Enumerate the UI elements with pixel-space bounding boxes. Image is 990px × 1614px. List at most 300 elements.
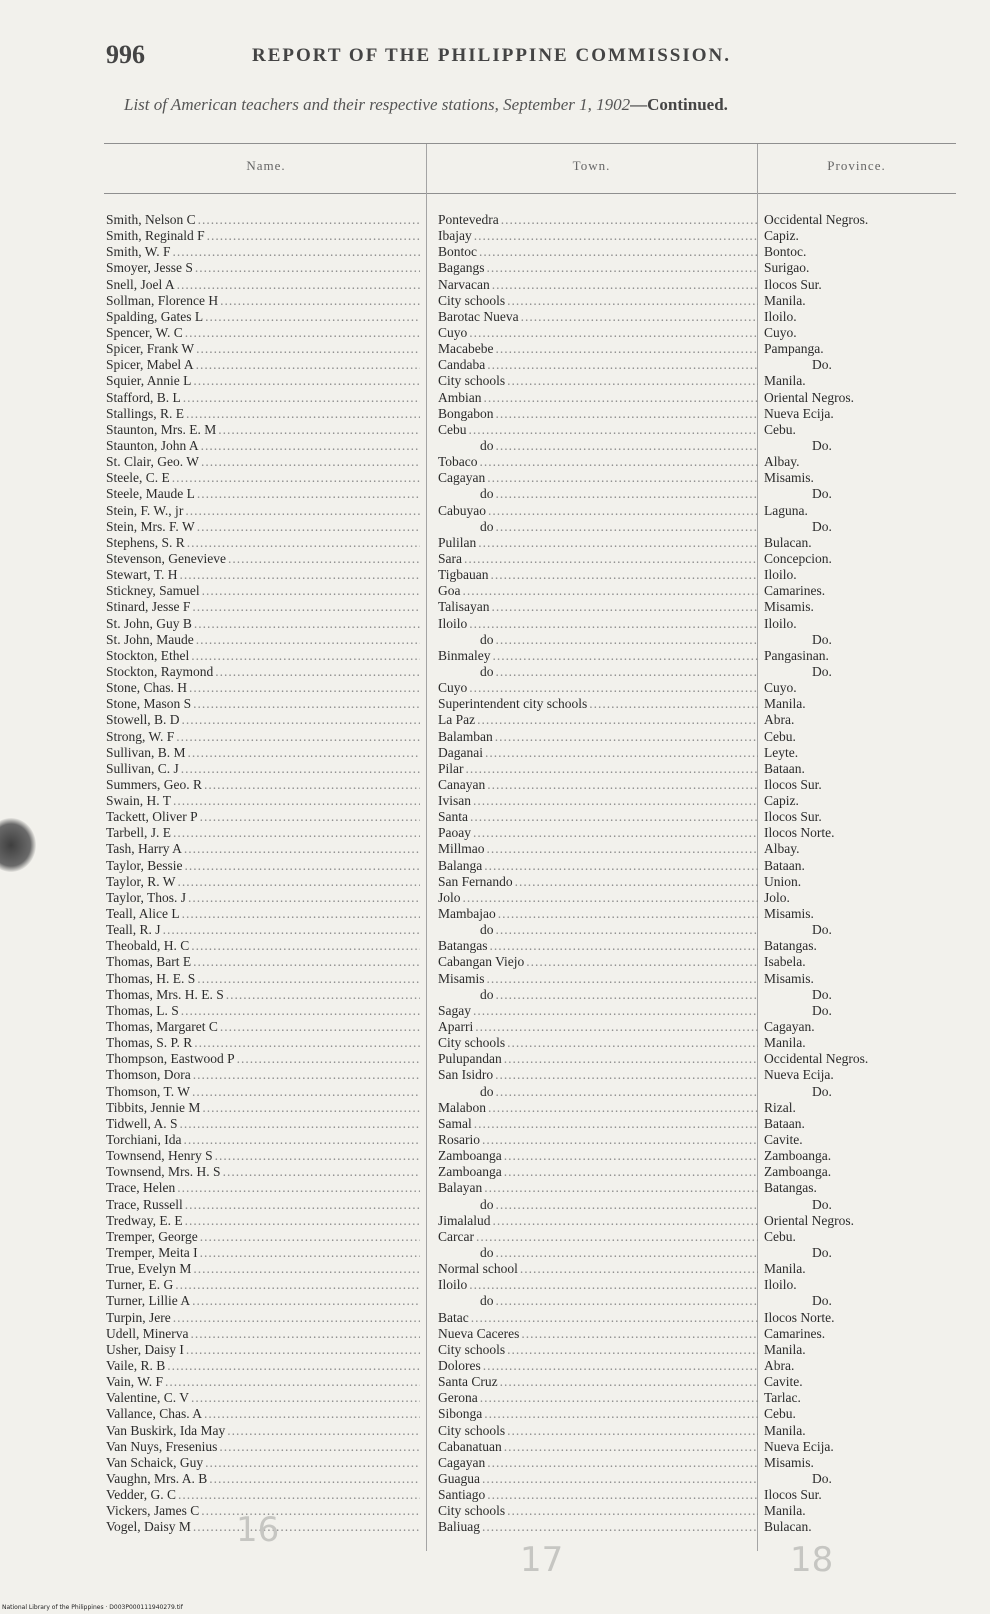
province-cell <box>764 664 964 680</box>
page-number: 996 <box>106 40 145 69</box>
town-cell <box>438 293 758 309</box>
name-cell <box>106 486 420 502</box>
town-cell-text: Cuyo <box>438 680 468 696</box>
town-cell-text: Balamban <box>438 728 493 744</box>
town-cell-text: do <box>480 1196 494 1212</box>
leader-dots <box>494 406 759 422</box>
table-row <box>0 1277 990 1293</box>
table-row <box>0 1245 990 1261</box>
province-cell <box>764 745 964 761</box>
table-row <box>0 1229 990 1245</box>
town-cell-text: Canayan <box>438 776 486 792</box>
table-row <box>0 1116 990 1132</box>
name-cell <box>106 454 420 470</box>
leader-dots <box>472 228 758 244</box>
town-cell <box>438 1439 758 1455</box>
province-cell <box>764 551 964 567</box>
name-cell-text: Thomson, Dora <box>106 1067 191 1083</box>
province-cell <box>764 906 964 922</box>
province-cell-text: Misamis. <box>764 1454 814 1470</box>
leader-dots <box>490 599 758 615</box>
table-row <box>0 535 990 551</box>
table-row <box>0 1390 990 1406</box>
name-cell <box>106 761 420 777</box>
town-cell-text: Santa Cruz <box>438 1374 498 1390</box>
name-cell <box>106 1019 420 1035</box>
province-cell <box>764 260 964 276</box>
name-cell-text: Tackett, Oliver P <box>106 809 198 825</box>
leader-dots <box>478 1390 758 1406</box>
table-row <box>0 551 990 567</box>
province-cell <box>764 1229 964 1245</box>
town-cell-text: Pulilan <box>438 534 477 550</box>
name-cell <box>106 1213 420 1229</box>
name-cell-text: St. John, Maude <box>106 631 194 647</box>
name-cell-text: Thomas, L. S <box>106 1002 179 1018</box>
province-cell <box>764 1197 964 1213</box>
town-cell-text: Iloilo <box>438 1277 468 1293</box>
province-cell <box>764 648 964 664</box>
town-cell <box>438 1406 758 1422</box>
town-cell-text: Jolo <box>438 889 461 905</box>
leader-dots <box>171 1310 420 1326</box>
table-row <box>0 503 990 519</box>
name-cell-text: Vogel, Daisy M <box>106 1519 191 1535</box>
leader-dots <box>486 503 758 519</box>
leader-dots <box>186 745 420 761</box>
province-cell-text: Do. <box>812 1002 832 1018</box>
town-cell-text: Batac <box>438 1309 469 1325</box>
leader-dots <box>469 1310 758 1326</box>
pencil-note-3: 18 <box>790 1540 834 1580</box>
town-cell-text: do <box>480 437 494 453</box>
leader-dots <box>468 809 758 825</box>
town-cell-text: Sibonga <box>438 1406 483 1422</box>
name-cell-text: Taylor, R. W <box>106 873 176 889</box>
name-cell-text: Thomas, H. E. S <box>106 970 196 986</box>
name-cell <box>106 1100 420 1116</box>
town-cell-text: Aparri <box>438 1019 474 1035</box>
name-cell <box>106 535 420 551</box>
province-cell-text: Iloilo. <box>764 308 797 324</box>
province-cell-text: Pangasinan. <box>764 647 829 663</box>
leader-dots <box>482 390 759 406</box>
province-cell <box>764 1100 964 1116</box>
leader-dots <box>524 954 758 970</box>
leader-dots <box>587 696 758 712</box>
name-cell <box>106 1035 420 1051</box>
name-cell-text: Snell, Joel A <box>106 276 175 292</box>
town-cell-text: Zamboanga <box>438 1148 502 1164</box>
column-header-town: Town. <box>572 158 611 173</box>
town-cell-text: Goa <box>438 583 461 599</box>
name-cell-text: Stallings, R. E <box>106 405 185 421</box>
town-cell <box>438 1067 758 1083</box>
leader-dots <box>493 1067 758 1083</box>
leader-dots <box>213 1148 420 1164</box>
leader-dots <box>191 954 420 970</box>
leader-dots <box>213 664 420 680</box>
town-cell <box>438 212 758 228</box>
leader-dots <box>502 1164 758 1180</box>
table-row <box>0 1439 990 1455</box>
town-cell <box>438 1132 758 1148</box>
town-cell-text: Binmaley <box>438 647 491 663</box>
table-row <box>0 825 990 841</box>
leader-dots <box>494 486 759 502</box>
name-cell-text: Stockton, Raymond <box>106 663 214 679</box>
province-cell-text: Ilocos Norte. <box>764 1309 835 1325</box>
table-row <box>0 1084 990 1100</box>
name-cell <box>106 583 420 599</box>
leader-dots <box>471 825 758 841</box>
name-cell-text: Thomson, T. W <box>106 1083 190 1099</box>
province-cell-text: Manila. <box>764 292 806 308</box>
province-cell-text: Manila. <box>764 1035 806 1051</box>
province-cell <box>764 761 964 777</box>
town-cell <box>438 922 758 938</box>
town-cell-text: Talisayan <box>438 599 490 615</box>
town-cell <box>438 599 758 615</box>
province-cell <box>764 341 964 357</box>
leader-dots <box>518 1261 758 1277</box>
name-cell <box>106 1406 420 1422</box>
province-cell <box>764 1245 964 1261</box>
leader-dots <box>178 1116 420 1132</box>
town-cell <box>438 1455 758 1471</box>
leader-dots <box>202 1406 420 1422</box>
town-cell <box>438 1519 758 1535</box>
name-cell-text: Townsend, Mrs. H. S <box>106 1164 221 1180</box>
town-cell <box>438 841 758 857</box>
town-cell <box>438 632 758 648</box>
table-row <box>0 567 990 583</box>
table-row <box>0 809 990 825</box>
report-title: REPORT OF THE PHILIPPINE COMMISSION. <box>252 45 732 66</box>
town-cell-text: Ivisan <box>438 793 471 809</box>
name-cell <box>106 1180 420 1196</box>
name-cell <box>106 1390 420 1406</box>
name-cell-text: Vaughn, Mrs. A. B <box>106 1470 208 1486</box>
leader-dots <box>494 922 759 938</box>
province-cell-text: Zamboanga. <box>764 1164 832 1180</box>
name-cell-text: Steele, C. E <box>106 470 170 486</box>
name-cell <box>106 1261 420 1277</box>
province-cell <box>764 858 964 874</box>
town-cell <box>438 1245 758 1261</box>
town-cell-text: Cebu <box>438 421 467 437</box>
town-cell-text: City schools <box>438 292 506 308</box>
leader-dots <box>174 729 420 745</box>
town-cell-text: Dolores <box>438 1357 481 1373</box>
province-cell <box>764 373 964 389</box>
leader-dots <box>485 841 759 857</box>
province-cell <box>764 1519 964 1535</box>
town-cell-text: Cabangan Viejo <box>438 954 525 970</box>
name-cell <box>106 599 420 615</box>
name-cell <box>106 680 420 696</box>
name-cell-text: Tibbits, Jennie M <box>106 1099 201 1115</box>
province-cell <box>764 696 964 712</box>
name-cell-text: Smoyer, Jesse S <box>106 260 193 276</box>
province-cell-text: Misamis. <box>764 970 814 986</box>
province-cell-text: Manila. <box>764 1422 806 1438</box>
province-cell <box>764 1116 964 1132</box>
name-cell <box>106 1116 420 1132</box>
town-cell-text: do <box>480 1293 494 1309</box>
name-cell <box>106 1423 420 1439</box>
table-row <box>0 632 990 648</box>
town-cell <box>438 357 758 373</box>
name-cell-text: Stewart, T. H <box>106 567 178 583</box>
table-row <box>0 1035 990 1051</box>
town-cell-text: Normal school <box>438 1261 518 1277</box>
town-cell <box>438 1487 758 1503</box>
name-cell <box>106 1084 420 1100</box>
town-cell <box>438 454 758 470</box>
town-cell-text: Balayan <box>438 1180 483 1196</box>
town-cell <box>438 519 758 535</box>
province-cell <box>764 922 964 938</box>
teacher-table-body <box>0 212 990 1536</box>
leader-dots <box>513 874 758 890</box>
scan-footer: National Library of the Philippines · D003P000111940279.tif <box>2 1604 183 1611</box>
table-row <box>0 761 990 777</box>
province-cell-text: Capiz. <box>764 793 799 809</box>
leader-dots <box>474 1229 758 1245</box>
province-cell <box>764 1326 964 1342</box>
province-cell <box>764 1374 964 1390</box>
name-cell-text: Stevenson, Genevieve <box>106 550 226 566</box>
name-cell <box>106 503 420 519</box>
table-row <box>0 406 990 422</box>
province-cell <box>764 712 964 728</box>
name-cell-text: Swain, H. T <box>106 793 172 809</box>
name-cell-text: Steele, Maude L <box>106 486 195 502</box>
table-row <box>0 616 990 632</box>
town-cell <box>438 858 758 874</box>
leader-dots <box>183 1197 420 1213</box>
leader-dots <box>494 632 759 648</box>
leader-dots <box>191 1261 420 1277</box>
province-cell-text: Bulacan. <box>764 534 812 550</box>
province-cell-text: Iloilo. <box>764 1277 797 1293</box>
leader-dots <box>171 244 420 260</box>
table-row <box>0 1019 990 1035</box>
table-row <box>0 486 990 502</box>
name-cell-text: Tremper, Meita I <box>106 1245 198 1260</box>
town-cell <box>438 729 758 745</box>
name-cell-text: Spicer, Frank W <box>106 341 195 357</box>
name-cell <box>106 341 420 357</box>
table-row <box>0 422 990 438</box>
name-cell <box>106 906 420 922</box>
province-cell-text: Misamis. <box>764 906 814 922</box>
town-cell-text: Paoay <box>438 825 471 841</box>
header-bottom-rule <box>104 193 956 194</box>
town-cell <box>438 696 758 712</box>
name-cell <box>106 325 420 341</box>
name-cell <box>106 777 420 793</box>
leader-dots <box>176 874 420 890</box>
table-row <box>0 777 990 793</box>
leader-dots <box>200 1100 420 1116</box>
name-cell <box>106 971 420 987</box>
town-cell-text: do <box>480 1245 494 1260</box>
table-row <box>0 1003 990 1019</box>
province-cell <box>764 228 964 244</box>
leader-dots <box>489 567 758 583</box>
town-cell <box>438 1423 758 1439</box>
province-cell <box>764 470 964 486</box>
table-row <box>0 390 990 406</box>
table-row <box>0 438 990 454</box>
town-cell-text: Balanga <box>438 857 483 873</box>
town-cell <box>438 712 758 728</box>
leader-dots <box>175 1180 420 1196</box>
leader-dots <box>467 1277 758 1293</box>
leader-dots <box>467 616 758 632</box>
name-cell-text: Trace, Helen <box>106 1180 176 1196</box>
province-cell-text: Bataan. <box>764 1115 805 1131</box>
town-cell <box>438 1084 758 1100</box>
town-cell <box>438 777 758 793</box>
town-cell-text: Superintendent city schools <box>438 696 588 712</box>
name-cell-text: Tremper, George <box>106 1228 198 1244</box>
table-row <box>0 1358 990 1374</box>
name-cell-text: Smith, W. F <box>106 244 171 260</box>
leader-dots <box>163 1374 420 1390</box>
name-cell-text: Turpin, Jere <box>106 1309 171 1325</box>
town-cell-text: City schools <box>438 1503 506 1519</box>
leader-dots <box>494 438 759 454</box>
leader-dots <box>217 1439 420 1455</box>
town-cell <box>438 890 758 906</box>
name-cell <box>106 277 420 293</box>
name-cell <box>106 309 420 325</box>
leader-dots <box>467 325 758 341</box>
name-cell-text: Sullivan, C. J <box>106 760 179 776</box>
town-cell-text: do <box>480 663 494 679</box>
leader-dots <box>190 599 420 615</box>
table-row <box>0 1100 990 1116</box>
name-cell-text: Stone, Chas. H <box>106 680 187 696</box>
name-cell <box>106 825 420 841</box>
leader-dots <box>221 1164 420 1180</box>
subtitle-text: List of American teachers and their respective stations, September 1, 1902 <box>124 95 631 114</box>
leader-dots <box>225 1423 420 1439</box>
town-cell <box>438 1197 758 1213</box>
province-cell-text: Batangas. <box>764 1180 817 1196</box>
province-cell-text: Occidental Negros. <box>764 212 869 227</box>
town-cell <box>438 825 758 841</box>
leader-dots <box>187 680 420 696</box>
name-cell <box>106 212 420 228</box>
province-cell <box>764 1293 964 1309</box>
province-cell <box>764 938 964 954</box>
town-cell <box>438 906 758 922</box>
town-cell <box>438 503 758 519</box>
leader-dots <box>519 1326 758 1342</box>
leader-dots <box>235 1051 420 1067</box>
name-cell-text: Townsend, Henry S <box>106 1148 213 1164</box>
leader-dots <box>203 309 420 325</box>
town-cell <box>438 228 758 244</box>
town-cell-text: do <box>480 1083 494 1099</box>
leader-dots <box>505 1342 758 1358</box>
leader-dots <box>482 1180 758 1196</box>
province-cell-text: Do. <box>812 631 832 647</box>
province-cell <box>764 809 964 825</box>
town-cell <box>438 1229 758 1245</box>
leader-dots <box>202 777 420 793</box>
province-cell-text: Do. <box>812 663 832 679</box>
name-cell-text: Taylor, Thos. J <box>106 889 187 905</box>
table-row <box>0 357 990 373</box>
name-cell-text: Spicer, Mabel A <box>106 357 194 373</box>
town-cell-text: do <box>480 986 494 1002</box>
town-cell-text: Gerona <box>438 1390 478 1406</box>
province-cell <box>764 1213 964 1229</box>
table-row <box>0 874 990 890</box>
name-cell <box>106 1358 420 1374</box>
province-cell-text: Leyte. <box>764 744 799 760</box>
town-cell-text: Jimalalud <box>438 1212 491 1228</box>
leader-dots <box>176 1487 420 1503</box>
leader-dots <box>494 519 759 535</box>
table-row <box>0 341 990 357</box>
province-cell <box>764 616 964 632</box>
province-cell-text: Albay. <box>764 454 800 470</box>
province-cell <box>764 1051 964 1067</box>
town-cell-text: San Isidro <box>438 1067 494 1083</box>
province-cell <box>764 1148 964 1164</box>
province-cell-text: Do. <box>812 437 832 453</box>
table-row <box>0 293 990 309</box>
name-cell <box>106 745 420 761</box>
province-cell <box>764 841 964 857</box>
province-cell-text: Do. <box>812 1196 832 1212</box>
table-row <box>0 858 990 874</box>
leader-dots <box>193 260 420 276</box>
name-cell-text: Teall, Alice L <box>106 906 180 922</box>
name-cell <box>106 1051 420 1067</box>
name-cell <box>106 244 420 260</box>
leader-dots <box>490 277 758 293</box>
leader-dots <box>491 648 759 664</box>
leader-dots <box>475 712 758 728</box>
province-cell <box>764 1310 964 1326</box>
town-cell <box>438 987 758 1003</box>
name-cell-text: Van Schaick, Guy <box>106 1454 204 1470</box>
town-cell-text: Cuyo <box>438 324 468 340</box>
province-cell <box>764 486 964 502</box>
province-cell-text: Camarines. <box>764 583 826 599</box>
name-cell <box>106 1067 420 1083</box>
leader-dots <box>191 696 420 712</box>
table-row <box>0 729 990 745</box>
leader-dots <box>224 987 420 1003</box>
province-cell <box>764 599 964 615</box>
province-cell-text: Ilocos Sur. <box>764 809 822 825</box>
leader-dots <box>505 1423 758 1439</box>
table-row <box>0 1293 990 1309</box>
name-cell-text: Thomas, Mrs. H. E. S <box>106 986 224 1002</box>
table-row <box>0 793 990 809</box>
leader-dots <box>476 535 758 551</box>
town-cell <box>438 1293 758 1309</box>
town-cell-text: Misamis <box>438 970 485 986</box>
